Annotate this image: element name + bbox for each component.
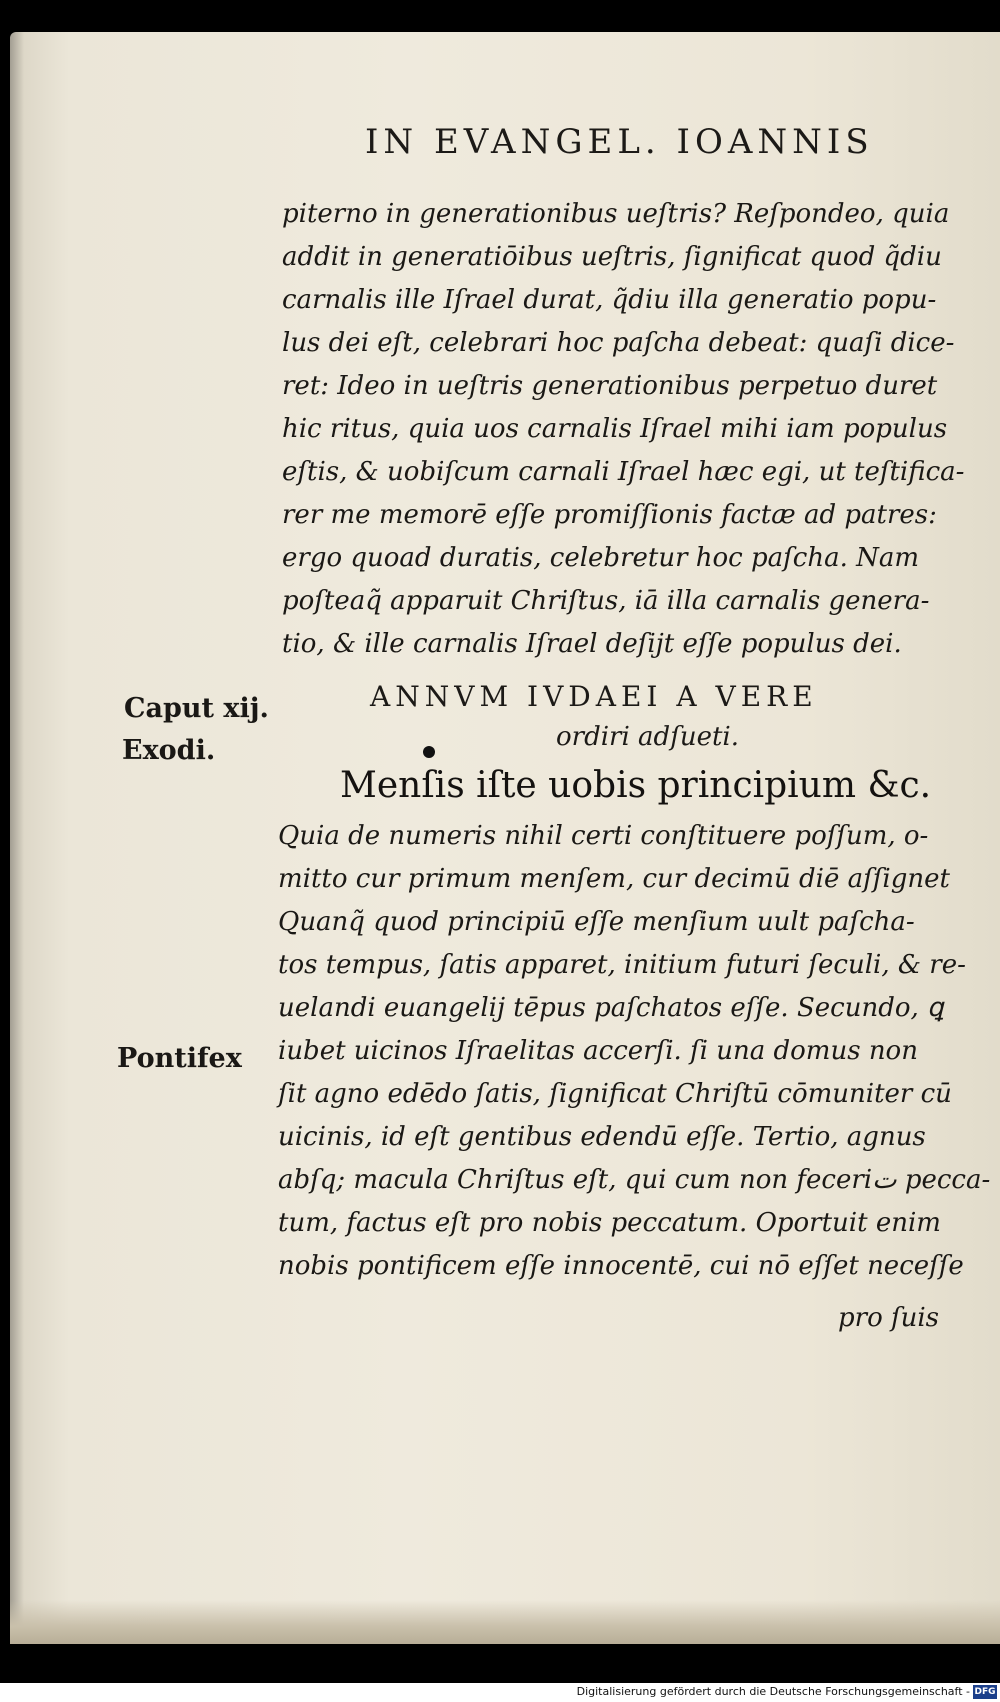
text-line: nobis pontificem eſſe innocentē, cui nō eſſet neceſſe bbox=[278, 1251, 964, 1281]
text-line: uelandi euangelij tēpus paſchatos eſſe. Secundo, ꝗ bbox=[278, 993, 944, 1023]
running-head: IN EVANGEL. IOANNIS bbox=[365, 122, 874, 162]
text-line: rer me memorē eſſe promiſſionis factæ ad patres: bbox=[282, 500, 937, 530]
ornament-dot bbox=[423, 746, 435, 758]
text-line: Quia de numeris nihil certi conſtituere poſſum, o- bbox=[278, 821, 929, 851]
text-line: ſit agno edēdo ſatis, ſignificat Chriſtū cōmuniter cū bbox=[278, 1079, 952, 1109]
text-line: Quanq̃ quod principiū eſſe menſium uult paſcha- bbox=[278, 907, 915, 937]
page-bottom-edge bbox=[10, 1600, 1000, 1644]
paragraph-1 bbox=[282, 193, 965, 666]
text-line: piterno in generationibus ueſtris? Reſpondeo, quia bbox=[282, 199, 950, 229]
text-line: carnalis ille Iſrael durat, q̃diu illa generatio popu- bbox=[282, 285, 937, 315]
digitization-credit: Digitalisierung gefördert durch die Deutsche Forschungsgemeinschaft - bbox=[576, 1685, 970, 1698]
text-line: poſteaq̃ apparuit Chriſtus, iā illa carnalis genera- bbox=[282, 586, 930, 616]
page-gutter-shadow bbox=[10, 32, 24, 1644]
text-line: tum, factus eſt pro nobis peccatum. Oportuit enim bbox=[278, 1208, 941, 1238]
text-line: lus dei eſt, celebrari hoc paſcha debeat: quaſi dice- bbox=[282, 328, 955, 358]
text-line: tio, & ille carnalis Iſrael deſijt eſſe populus dei. bbox=[282, 629, 902, 659]
text-line: hic ritus, quia uos carnalis Iſrael mihi iam populus bbox=[282, 414, 948, 444]
text-line: iubet uicinos Iſraelitas accerſi. ſi una domus non bbox=[278, 1036, 918, 1066]
margin-note-pontifex: Pontifex bbox=[117, 1043, 242, 1074]
section-subheading: ordiri adſueti. bbox=[556, 722, 739, 752]
margin-note-caput: Caput xij. bbox=[124, 693, 269, 724]
text-line: eſtis, & uobiſcum carnali Iſrael hæc egi, ut teſtifica- bbox=[282, 457, 965, 487]
incipit: Menſis iſte uobis principium &c. bbox=[340, 765, 932, 806]
text-line: abſq; macula Chriſtus eſt, qui cum non feceriت pecca- bbox=[278, 1165, 991, 1195]
section-heading: ANNVM IVDAEI A VERE bbox=[370, 680, 818, 713]
catchword: pro ſuis bbox=[838, 1303, 940, 1333]
paragraph-2 bbox=[278, 815, 991, 1288]
dfg-logo-icon: DFG bbox=[974, 1687, 996, 1697]
text-line: ret: Ideo in ueſtris generationibus perpetuo duret bbox=[282, 371, 938, 401]
text-line: ergo quoad duratis, celebretur hoc paſcha. Nam bbox=[282, 543, 920, 573]
text-line: uicinis, id eſt gentibus edendū eſſe. Tertio, agnus bbox=[278, 1122, 926, 1152]
margin-note-exodi: Exodi. bbox=[122, 735, 216, 766]
text-line: mitto cur primum menſem, cur decimū diē aſſignet bbox=[278, 864, 950, 894]
text-line: addit in generatiōibus ueſtris, ſignificat quod q̃diu bbox=[282, 242, 942, 272]
text-line: tos tempus, ſatis apparet, initium futuri ſeculi, & re- bbox=[278, 950, 966, 980]
